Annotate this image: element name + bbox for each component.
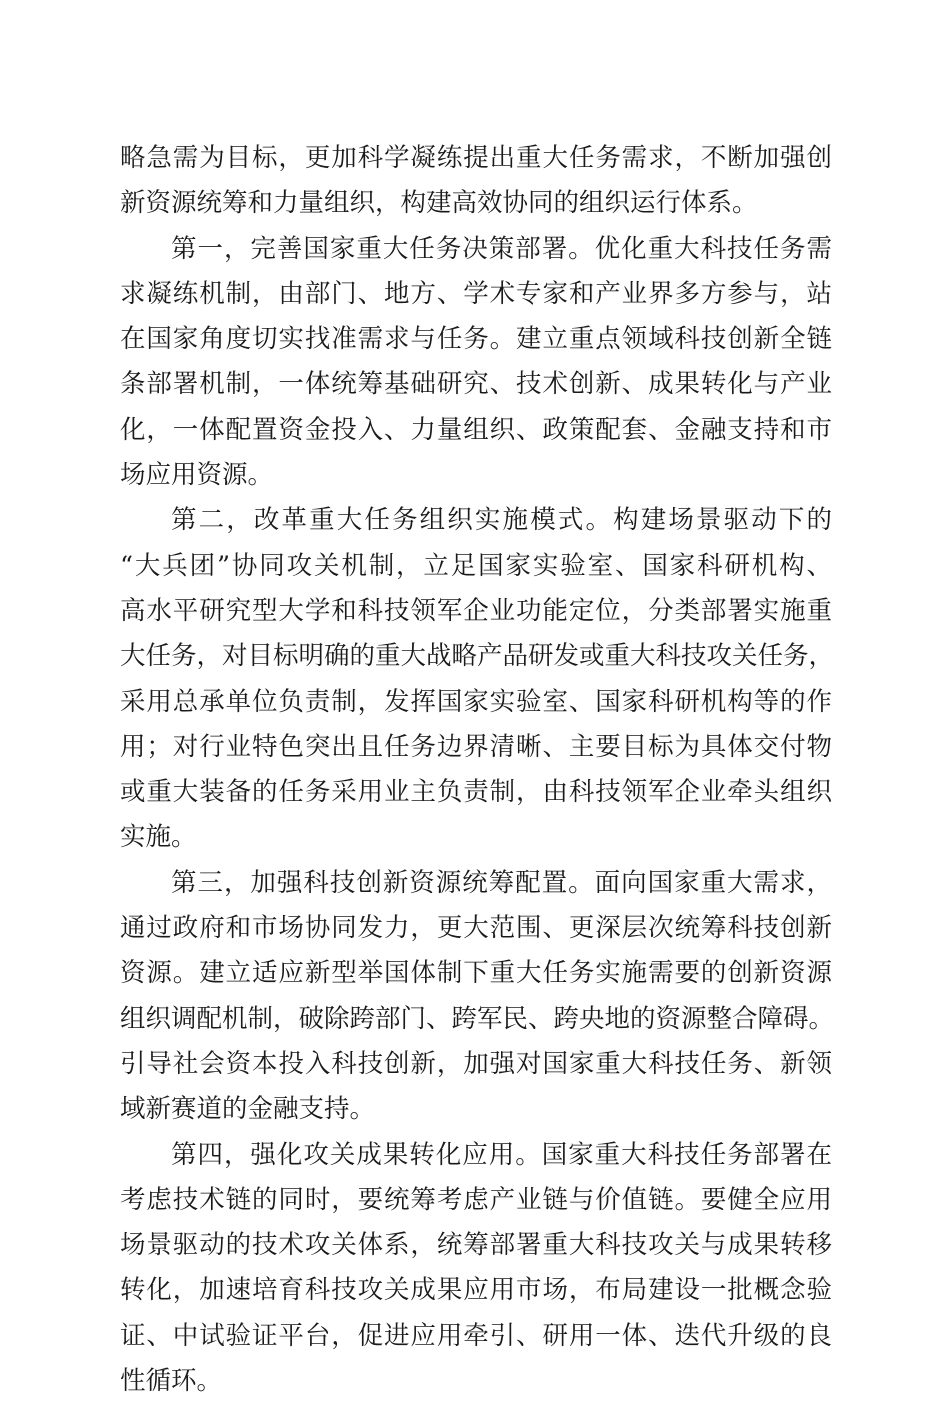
paragraph-first-line: 第一，完善国家重大任务决策部署。优化重大科技任务需 xyxy=(171,233,832,264)
paragraph-first-line: 第三，加强科技创新资源统筹配置。面向国家重大需求， xyxy=(171,867,832,898)
text-line: 场应用资源。 xyxy=(120,460,274,491)
text-line: 高水平研究型大学和科技领军企业功能定位，分类部署实施重 xyxy=(120,595,832,626)
text-line: 采用总承单位负责制，发挥国家实验室、国家科研机构等的作 xyxy=(120,686,832,717)
text-line: 性循环。 xyxy=(120,1366,223,1397)
paragraph-first-line: 第二，改革重大任务组织实施模式。构建场景驱动下的 xyxy=(171,505,832,536)
text-line: 求凝练机制，由部门、地方、学术专家和产业界多方参与，站 xyxy=(120,278,832,309)
text-line: “大兵团”协同攻关机制，立足国家实验室、国家科研机构、 xyxy=(120,550,832,581)
text-line: 大任务，对目标明确的重大战略产品研发或重大科技攻关任务， xyxy=(120,641,835,672)
text-line: 或重大装备的任务采用业主负责制，由科技领军企业牵头组织 xyxy=(120,777,832,808)
paragraph-first-line: 第四，强化攻关成果转化应用。国家重大科技任务部署在 xyxy=(171,1139,832,1170)
text-line: 转化，加速培育科技攻关成果应用市场，布局建设一批概念验 xyxy=(120,1275,832,1306)
text-line: 用；对行业特色突出且任务边界清晰、主要目标为具体交付物 xyxy=(120,731,832,762)
document-body xyxy=(120,136,835,1404)
text-line: 组织调配机制，破除跨部门、跨军民、跨央地的资源整合障碍。 xyxy=(120,1003,835,1034)
text-line: 场景驱动的技术攻关体系，统筹部署重大科技攻关与成果转移 xyxy=(120,1230,832,1261)
text-line: 条部署机制，一体统筹基础研究、技术创新、成果转化与产业 xyxy=(120,369,832,400)
text-line: 引导社会资本投入科技创新，加强对国家重大科技任务、新领 xyxy=(120,1048,832,1079)
text-line: 新资源统筹和力量组织，构建高效协同的组织运行体系。 xyxy=(120,188,758,219)
text-line: 域新赛道的金融支持。 xyxy=(120,1094,376,1125)
text-line: 资源。建立适应新型举国体制下重大任务实施需要的创新资源 xyxy=(120,958,832,989)
text-line: 通过政府和市场协同发力，更大范围、更深层次统筹科技创新 xyxy=(120,913,832,944)
text-line: 证、中试验证平台，促进应用牵引、研用一体、迭代升级的良 xyxy=(120,1320,832,1351)
text-line: 略急需为目标，更加科学凝练提出重大任务需求，不断加强创 xyxy=(120,143,832,173)
text-line: 考虑技术链的同时，要统筹考虑产业链与价值链。要健全应用 xyxy=(120,1184,832,1215)
text-line: 在国家角度切实找准需求与任务。建立重点领域科技创新全链 xyxy=(120,324,832,355)
text-line: 实施。 xyxy=(120,822,197,853)
text-line: 化，一体配置资金投入、力量组织、政策配套、金融支持和市 xyxy=(120,414,832,445)
